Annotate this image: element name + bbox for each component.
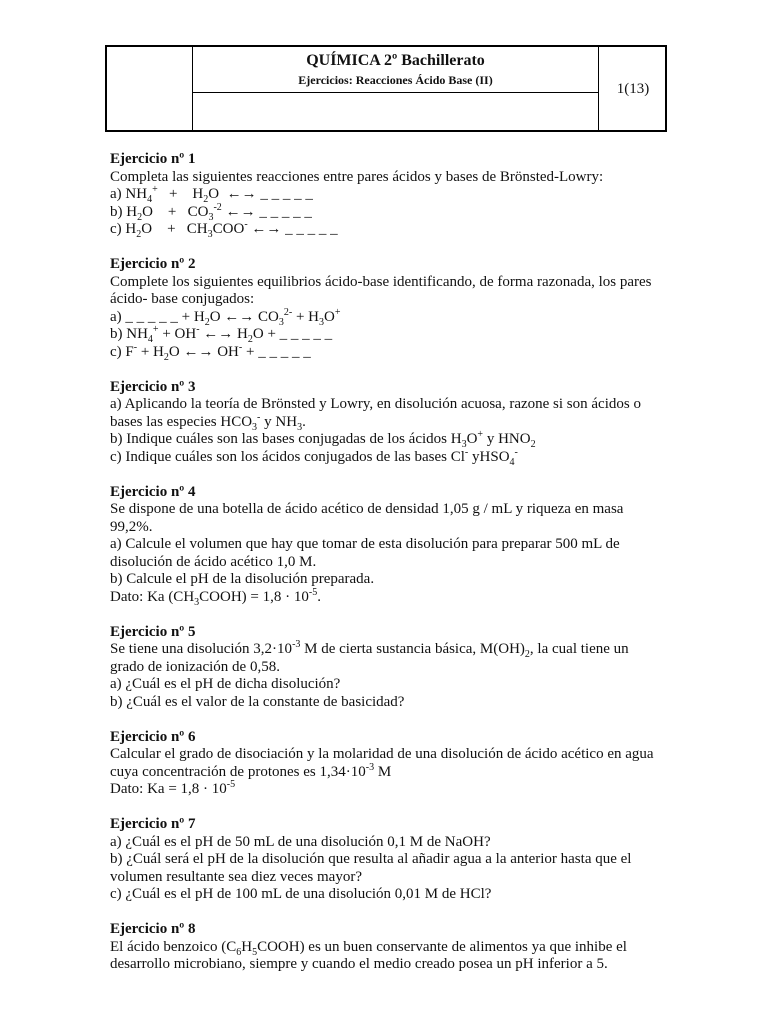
exercise-line: b) Calcule el pH de la disolución preparada.	[110, 571, 375, 588]
exercise-title: Ejercicio nº 1	[110, 151, 196, 167]
exercise-title: Ejercicio nº 2	[110, 255, 196, 272]
exercise-line: Complete los siguientes equilibrios ácido-base identificando, de forma razonada, los pares ácido- base conjugados:	[110, 273, 656, 308]
exercise-block	[110, 256, 655, 362]
exercise-line: a) ¿Cuál es el pH de dicha disolución?	[110, 676, 341, 693]
exercise-line: Se dispone de una botella de ácido acético de densidad 1,05 g / mL y riqueza en masa 99,2%.	[110, 501, 628, 535]
exercise-block	[110, 151, 655, 239]
exercise-line: b) ¿Cuál es el valor de la constante de basicidad?	[110, 694, 405, 711]
exercise-line: a) Calcule el volumen que hay que tomar de esta disolución para preparar 500 mL de disolución de ácido acético 1,0 M.	[110, 536, 624, 570]
exercise-line: a) Aplicando la teoría de Brönsted y Lowry, en disolución acuosa, razone si son ácidos o bases las especies $HCO_3^-$ y $NH_3$.	[110, 396, 645, 433]
exercise-line: Dato: $Ka = 1,8 \cdot 10^{-5}$	[110, 779, 236, 798]
exercise-title: Ejercicio nº 3	[110, 378, 196, 395]
exercise-list	[110, 151, 658, 991]
page-number: 1(13)	[616, 81, 650, 97]
exercise-line: a) $NH_4^+$ + $H_2O$ ←→ _ _ _ _ _	[110, 184, 313, 206]
exercise-line: c) Indique cuáles son los ácidos conjugados de las bases Cl- yHSO$_4$-	[110, 446, 518, 468]
exercise-title: Ejercicio nº 6	[110, 728, 196, 745]
exercise-line: c) ¿Cuál es el pH de 100 mL de una disolución 0,01 M de HCl?	[110, 886, 492, 903]
header-subtitle: Ejercicios: Reacciones Ácido Base (II)	[298, 73, 493, 87]
exercise-line: b) $NH_4^+ + OH^-$ ←→ $H_2O$ + _ _ _ _ _	[110, 324, 333, 346]
exercise-line: Dato: Ka $(CH_3COOH) = 1,8 \cdot 10^{-5}$.	[110, 587, 321, 609]
exercise-line: c) $H_2O$ + $CH_3COO^-$ ←→ _ _ _ _ _	[110, 219, 338, 241]
header-divider	[192, 92, 598, 93]
document-header	[105, 45, 667, 132]
exercise-line: a) ¿Cuál es el pH de 50 mL de una disolución 0,1 M de NaOH?	[110, 833, 491, 850]
exercise-block	[110, 624, 655, 712]
exercise-title: Ejercicio nº 4	[110, 483, 196, 500]
exercise-block	[110, 379, 655, 467]
exercise-line: El ácido benzoico $(C_6H_5COOH)$ es un buen conservante de alimentos ya que inhibe el desarrollo microbiano, siempre y cuando el medio creado posea un pH inferior a 5.	[110, 938, 631, 973]
header-title: QUÍMICA 2º Bachillerato	[306, 52, 485, 69]
exercise-block	[110, 728, 658, 799]
exercise-block	[110, 816, 655, 904]
exercise-line: Se tiene una disolución $3,2\cdot 10^{-3}$ M de cierta sustancia básica, $M(OH)_2$, la cual tiene un grado de ionización de 0,58.	[110, 639, 633, 675]
exercise-line: c) $F^- + H_2O$ ←→ OH- + _ _ _ _ _	[110, 341, 311, 363]
exercise-line: b) Indique cuáles son las bases conjugadas de los ácidos $H_3O^+$ y $HNO_2$	[110, 429, 536, 451]
exercise-title: Ejercicio nº 8	[110, 920, 196, 937]
exercise-block	[110, 921, 655, 974]
exercise-line: Calcular el grado de disociación y la molaridad de una disolución de ácido acético en agua cuya concentración de protones es $1,34\cdot 10^{-3}$ M	[110, 746, 658, 780]
exercise-title: Ejercicio nº 5	[110, 623, 196, 640]
exercise-line: b) ¿Cuál será el pH de la disolución que resulta al añadir agua a la anterior hasta que el volumen resultante sea diez veces mayor?	[110, 851, 636, 885]
exercise-block	[110, 484, 655, 607]
exercise-line: Completa las siguientes reacciones entre pares ácidos y bases de Brönsted-Lowry:	[110, 168, 604, 185]
exercise-line: a) _ _ _ _ _ + $H_2O$ ←→ $CO_3^{2-} + H_3O^+$	[110, 306, 341, 328]
exercise-title: Ejercicio nº 7	[110, 816, 196, 832]
exercise-line: b) $H_2O$ + $CO_3^{-2}$ ←→ _ _ _ _ _	[110, 201, 312, 223]
